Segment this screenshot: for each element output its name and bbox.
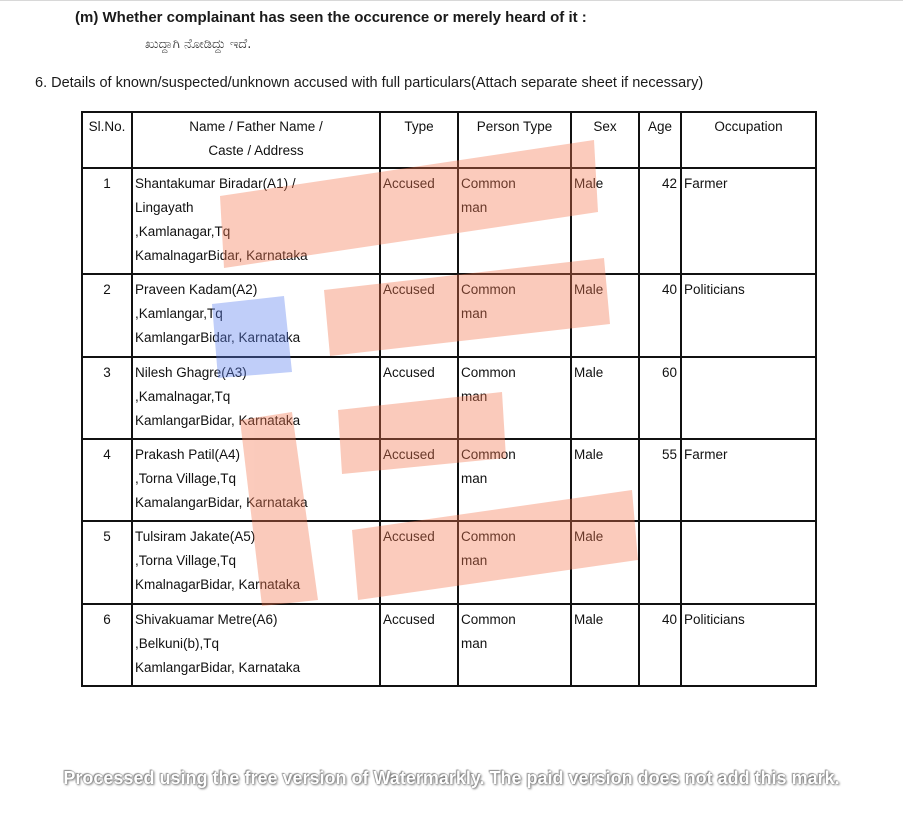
cell-sex: Male	[571, 439, 639, 521]
cell-person-type	[458, 521, 571, 604]
cell-name-address	[132, 168, 380, 274]
name-address-line: KamlangarBidar, Karnataka	[135, 660, 301, 675]
name-address-line: ,Kamlangar,Tq	[135, 306, 223, 321]
section-6-title: 6. Details of known/suspected/unknown accused with full particulars(Attach separate sheet if necessary)	[35, 75, 704, 91]
person-type-line: Common	[461, 447, 516, 462]
table-row	[82, 521, 816, 604]
name-address-line: Lingayath	[135, 200, 194, 215]
name-address-line: Shantakumar Biradar(A1) /	[135, 176, 296, 191]
header-age: Age	[639, 112, 681, 168]
person-type-line: man	[461, 471, 488, 486]
cell-sex: Male	[571, 604, 639, 686]
cell-occupation: Politicians	[681, 604, 816, 686]
person-type-line: man	[461, 389, 488, 404]
cell-occupation	[681, 357, 816, 439]
cell-slno: 5	[82, 521, 132, 604]
name-address-line: Nilesh Ghagre(A3)	[135, 365, 247, 380]
cell-occupation: Farmer	[681, 439, 816, 521]
watermark-text: Processed using the free version of Watermarkly. The paid version does not add this mark.	[63, 768, 840, 788]
person-type-line: Common	[461, 365, 516, 380]
cell-type: Accused	[380, 274, 458, 357]
cell-name-address	[132, 357, 380, 439]
header-slno: Sl.No.	[82, 112, 132, 168]
cell-sex: Male	[571, 274, 639, 357]
header-person-type: Person Type	[458, 112, 571, 168]
cell-person-type	[458, 274, 571, 357]
cell-name-address	[132, 274, 380, 357]
cell-type: Accused	[380, 439, 458, 521]
name-address-line: KmalnagarBidar, Karnataka	[135, 577, 301, 592]
cell-age: 60	[639, 357, 681, 439]
table-row	[82, 357, 816, 439]
table-header-row	[82, 112, 816, 168]
table-row	[82, 604, 816, 686]
cell-sex: Male	[571, 521, 639, 604]
name-address-line: KamalangarBidar, Karnataka	[135, 495, 308, 510]
name-address-line: Praveen Kadam(A2)	[135, 282, 258, 297]
cell-person-type	[458, 604, 571, 686]
table-row	[82, 439, 816, 521]
cell-occupation: Farmer	[681, 168, 816, 274]
accused-table	[81, 111, 817, 687]
header-occupation: Occupation	[681, 112, 816, 168]
header-sex: Sex	[571, 112, 639, 168]
cell-type: Accused	[380, 168, 458, 274]
name-address-line: KamlangarBidar, Karnataka	[135, 413, 301, 428]
cell-person-type	[458, 357, 571, 439]
person-type-line: Common	[461, 176, 516, 191]
person-type-line: man	[461, 200, 488, 215]
cell-name-address	[132, 521, 380, 604]
answer-m: ಖುದ್ದಾಗಿ ನೋಡಿದ್ದು ಇದೆ.	[145, 37, 252, 52]
cell-name-address	[132, 604, 380, 686]
name-address-line: ,Belkuni(b),Tq	[135, 636, 220, 651]
person-type-line: Common	[461, 612, 516, 627]
name-address-line: ,Torna Village,Tq	[135, 471, 237, 486]
cell-type: Accused	[380, 357, 458, 439]
name-address-line: Prakash Patil(A4)	[135, 447, 241, 462]
cell-name-address	[132, 439, 380, 521]
name-address-line: Tulsiram Jakate(A5)	[135, 529, 256, 544]
cell-slno: 6	[82, 604, 132, 686]
name-address-line: ,Torna Village,Tq	[135, 553, 237, 568]
name-address-line: Shivakuamar Metre(A6)	[135, 612, 278, 627]
question-m: (m) Whether complainant has seen the occurence or merely heard of it :	[75, 9, 587, 26]
person-type-line: man	[461, 553, 488, 568]
cell-person-type	[458, 439, 571, 521]
cell-sex: Male	[571, 168, 639, 274]
cell-type: Accused	[380, 604, 458, 686]
cell-person-type	[458, 168, 571, 274]
cell-slno: 2	[82, 274, 132, 357]
top-border-line	[0, 0, 903, 1]
table-row	[82, 274, 816, 357]
person-type-line: man	[461, 636, 488, 651]
cell-slno: 1	[82, 168, 132, 274]
header-name	[132, 112, 380, 168]
cell-slno: 4	[82, 439, 132, 521]
cell-sex: Male	[571, 357, 639, 439]
header-type: Type	[380, 112, 458, 168]
person-type-line: Common	[461, 529, 516, 544]
cell-occupation	[681, 521, 816, 604]
person-type-line: man	[461, 306, 488, 321]
header-name-line2: Caste / Address	[208, 143, 304, 158]
name-address-line: KamalnagarBidar, Karnataka	[135, 248, 308, 263]
cell-slno: 3	[82, 357, 132, 439]
header-name-line1: Name / Father Name /	[189, 119, 323, 134]
table-row	[82, 168, 816, 274]
person-type-line: Common	[461, 282, 516, 297]
cell-age: 42	[639, 168, 681, 274]
cell-age: 40	[639, 604, 681, 686]
cell-type: Accused	[380, 521, 458, 604]
cell-age: 40	[639, 274, 681, 357]
name-address-line: ,Kamalnagar,Tq	[135, 389, 231, 404]
cell-occupation: Politicians	[681, 274, 816, 357]
name-address-line: ,Kamlanagar,Tq	[135, 224, 231, 239]
cell-age: 55	[639, 439, 681, 521]
cell-age	[639, 521, 681, 604]
name-address-line: KamlangarBidar, Karnataka	[135, 330, 301, 345]
